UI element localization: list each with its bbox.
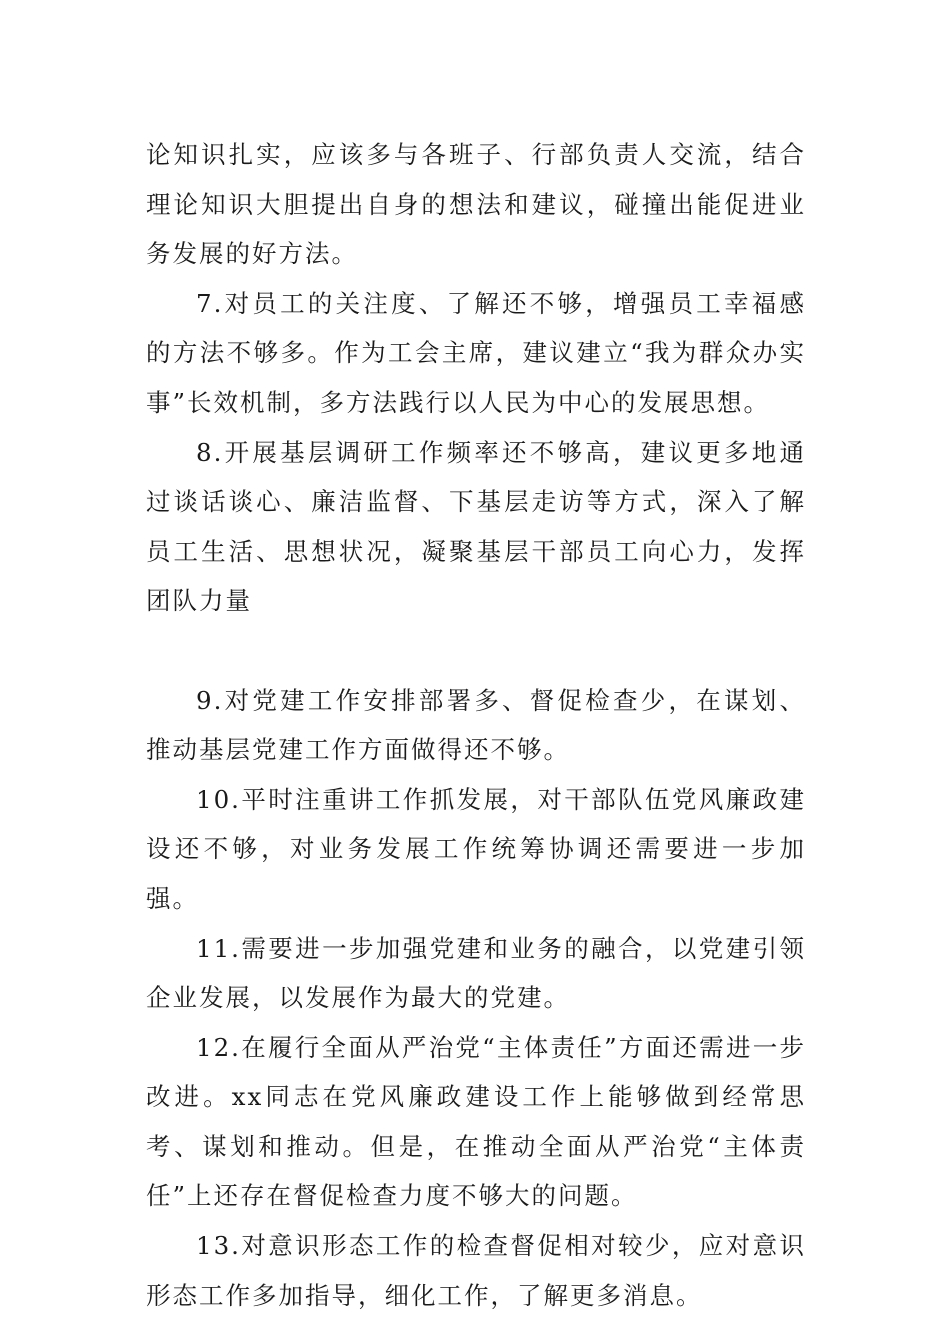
paragraph-item-9: 9.对党建工作安排部署多、督促检查少，在谋划、推动基层党建工作方面做得还不够。 xyxy=(146,685,806,765)
paragraph-item-13: 13.对意识形态工作的检查督促相对较少，应对意识形态工作多加指导，细化工作，了解更多消息。 xyxy=(146,1231,806,1310)
paragraph-item-11: 11.需要进一步加强党建和业务的融合，以党建引领企业发展，以发展作为最大的党建。 xyxy=(146,933,806,1013)
paragraph-item-10: 10.平时注重讲工作抓发展，对干部队伍党风廉政建设还不够，对业务发展工作统筹协调还需要进一步加强。 xyxy=(146,784,806,913)
paragraph-item-7: 7.对员工的关注度、了解还不够，增强员工幸福感的方法不够多。作为工会主席，建议建立“我为群众办实事”长效机制，多方法践行以人民为中心的发展思想。 xyxy=(146,288,806,417)
document-body xyxy=(146,130,806,1320)
paragraph-item-12: 12.在履行全面从严治党“主体责任”方面还需进一步改进。xx同志在党风廉政建设工作上能够做到经常思考、谋划和推动。但是，在推动全面从严治党“主体责任”上还存在督促检查力度不够大的问题。 xyxy=(146,1032,806,1211)
paragraph-item-8: 8.开展基层调研工作频率还不够高，建议更多地通过谈话谈心、廉洁监督、下基层走访等方式，深入了解员工生活、思想状况，凝聚基层干部员工向心力，发挥团队力量 xyxy=(146,437,806,616)
blank-line xyxy=(146,626,806,676)
paragraph-continuation: 论知识扎实，应该多与各班子、行部负责人交流，结合理论知识大胆提出自身的想法和建议，碰撞出能促进业务发展的好方法。 xyxy=(146,140,806,269)
